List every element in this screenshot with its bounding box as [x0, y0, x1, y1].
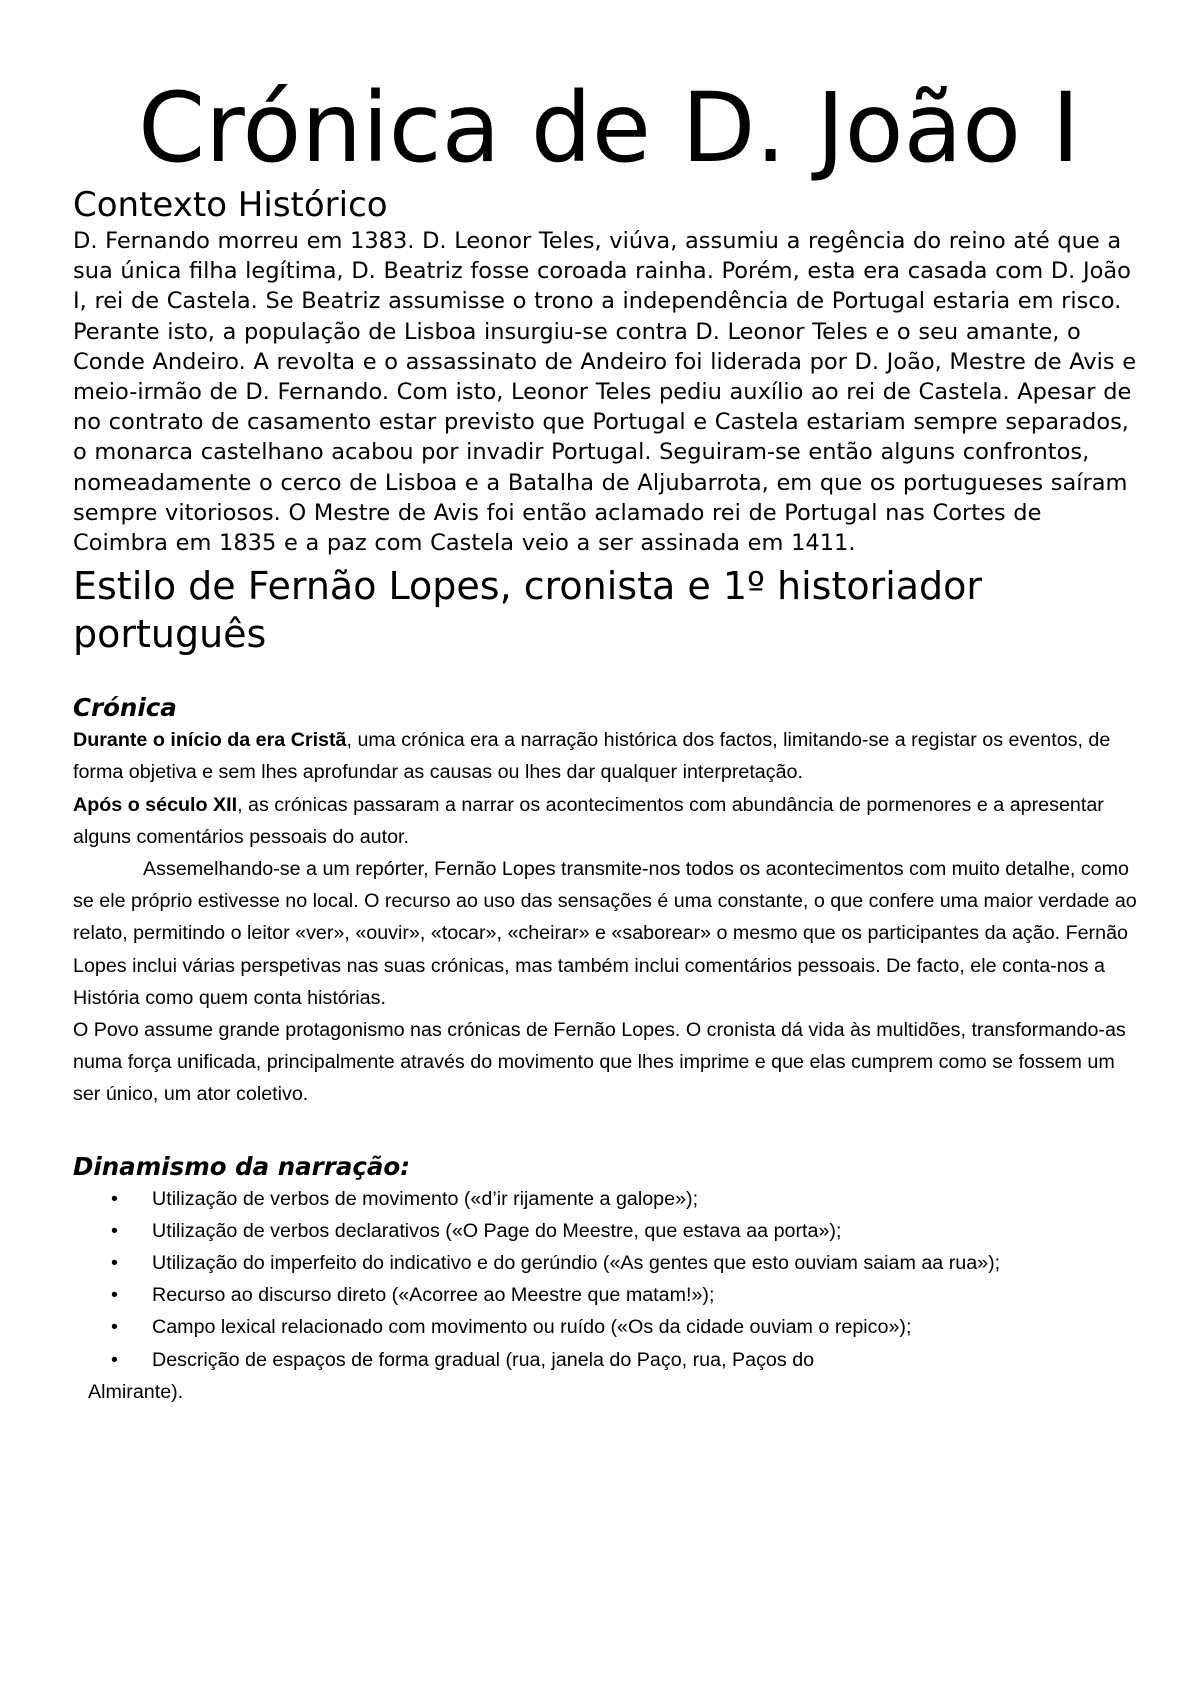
cronica-paragraph-3: Assemelhando-se a um repórter, Fernão Lopes transmite-nos todos os acontecimentos com muito detalhe, como se ele próprio estivesse no local. O recurso ao uso das sensações é uma constante, o que confere uma maior verdade ao relato, permitindo o leitor «ver», «ouvir», «tocar», «cheirar» e «saborear» o mesmo que os participantes da ação. Fernão Lopes inclui várias perspetivas nas suas crónicas, mas também inclui comentários pessoais. De facto, ele conta-nos a História como quem conta histórias.: [73, 858, 1137, 1009]
list-item-text: Utilização de verbos de movimento («d’ir rijamente a galope»);: [152, 1187, 699, 1210]
cronica-paragraph-2-text: , as crónicas passaram a narrar os acontecimentos com abundância de pormenores e a apresentar alguns comentários pessoais do autor.: [73, 793, 1104, 848]
bullet-icon: •: [111, 1187, 118, 1210]
list-item-continuation: Almirante).: [88, 1380, 184, 1403]
contexto-paragraph-1: D. Fernando morreu em 1383. D. Leonor Teles, viúva, assumiu a regência do reino até que a sua única filha legítima, D. Beatriz fosse coroada rainha. Porém, esta era casada com D. João I, rei de Castela. Se Beatriz assumisse o trono a independência de Portugal estaria em risco.: [73, 228, 1131, 315]
dinamismo-list: [73, 1183, 1140, 1376]
bullet-icon: •: [111, 1252, 118, 1275]
bullet-icon: •: [111, 1316, 118, 1339]
list-item-text: Utilização do imperfeito do indicativo e do gerúndio («As gentes que esto ouviam saiam aa rua»);: [152, 1252, 1001, 1275]
bullet-icon: •: [111, 1348, 118, 1371]
list-item-text: Utilização de verbos declarativos («O Page do Meestre, que estava aa porta»);: [152, 1219, 842, 1242]
list-item: [73, 1279, 1140, 1311]
document-title: Crónica de D. João I: [138, 72, 1080, 184]
list-item: [73, 1344, 1140, 1376]
subheading-cronica: Crónica: [73, 693, 177, 723]
list-item-text: Campo lexical relacionado com movimento ou ruído («Os da cidade ouviam o repico»);: [152, 1316, 912, 1339]
cronica-paragraph-2: [73, 789, 1140, 853]
spacer: [73, 1111, 1140, 1151]
cronica-paragraph-1-bold: Durante o início da era Cristã: [73, 729, 347, 752]
section-heading-estilo: Estilo de Fernão Lopes, cronista e 1º historiador português: [73, 564, 983, 657]
list-item: [73, 1215, 1140, 1247]
list-item: [73, 1311, 1140, 1343]
cronica-paragraph-1-text: , uma crónica era a narração histórica dos factos, limitando-se a registar os eventos, de forma objetiva e sem lhes aprofundar as causas ou lhes dar qualquer interpretação.: [73, 729, 1111, 784]
spacer: [73, 658, 1140, 692]
list-item-text: Recurso ao discurso direto («Acorree ao Meestre que matam!»);: [152, 1284, 715, 1307]
list-item: [73, 1183, 1140, 1215]
list-item-text: Descrição de espaços de forma gradual (rua, janela do Paço, rua, Paços do: [152, 1348, 815, 1371]
contexto-paragraph-2: Perante isto, a população de Lisboa insurgiu-se contra D. Leonor Teles e o seu amante, o Conde Andeiro. A revolta e o assassinato de Andeiro foi liderada por D. João, Mestre de Avis e meio-irmão de D. Fernando. Com isto, Leonor Teles pediu auxílio ao rei de Castela. Apesar de no contrato de casamento estar previsto que Portugal e Castela estariam sempre separados, o monarca castelhano acabou por invadir Portugal. Seguiram-se então alguns confrontos, nomeadamente o cerco de Lisboa e a Batalha de Aljubarrota, em que os portugueses saíram sempre vitoriosos. O Mestre de Avis foi então aclamado rei de Portugal nas Cortes de Coimbra em 1835 e a paz com Castela veio a ser assinada em 1411.: [73, 318, 1137, 557]
cronica-paragraph-2-bold: Após o século XII: [73, 793, 238, 816]
bullet-icon: •: [111, 1219, 118, 1242]
cronica-paragraph-4: O Povo assume grande protagonismo nas crónicas de Fernão Lopes. O cronista dá vida às multidões, transformando-as numa força unificada, principalmente através do movimento que lhes imprime e que elas cumprem como se fossem um ser único, um ator coletivo.: [73, 1019, 1126, 1106]
list-item: [73, 1247, 1140, 1279]
bullet-icon: •: [111, 1284, 118, 1307]
section-heading-contexto: Contexto Histórico: [73, 185, 388, 225]
cronica-paragraph-1: [73, 724, 1140, 788]
subheading-dinamismo: Dinamismo da narração:: [73, 1151, 411, 1181]
